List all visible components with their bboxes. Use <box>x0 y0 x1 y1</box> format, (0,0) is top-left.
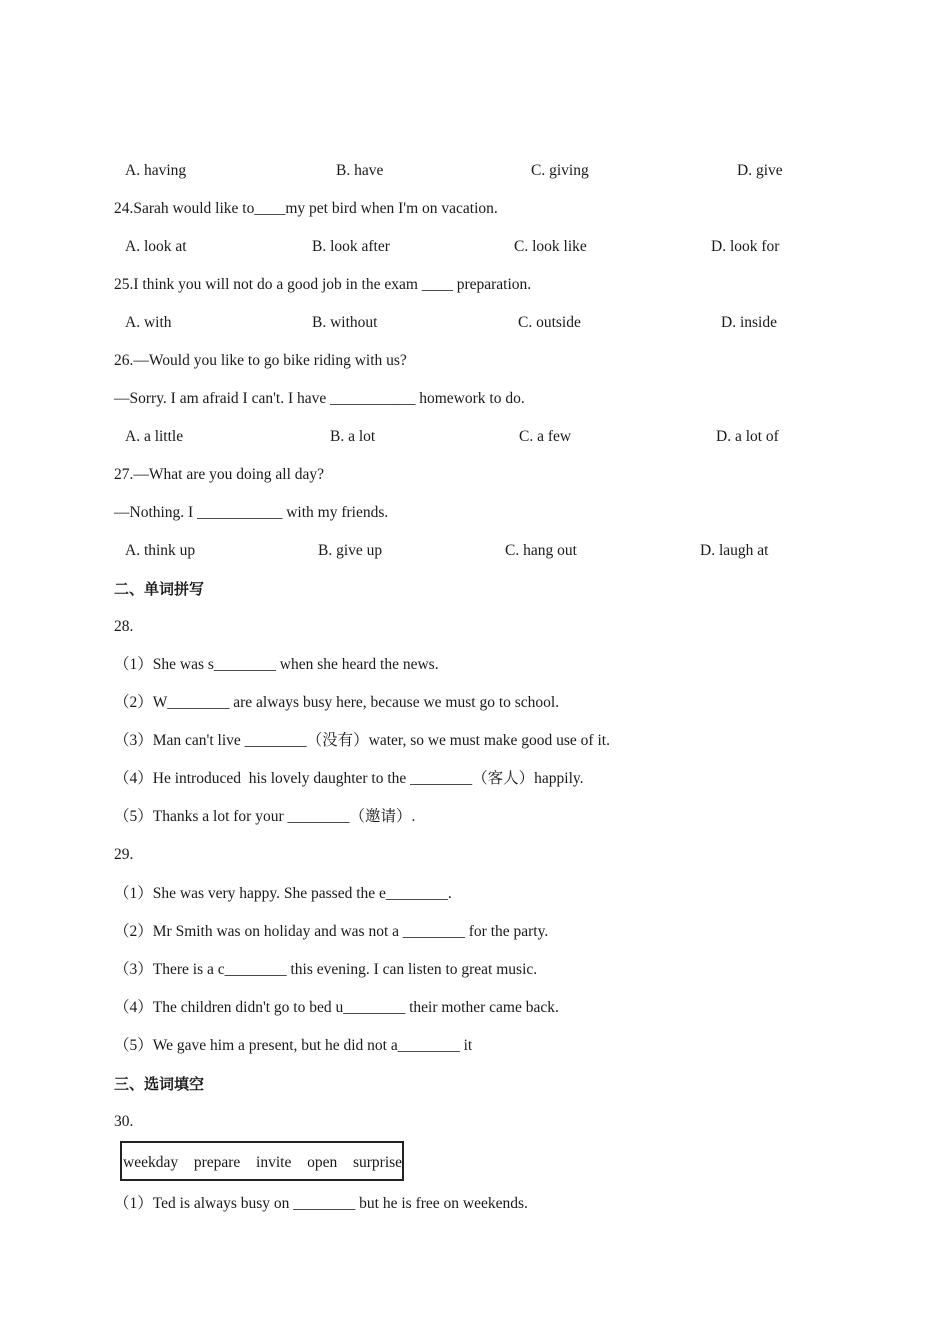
q27-option-c: C. hang out <box>505 542 577 559</box>
q27-option-b: B. give up <box>318 542 383 559</box>
q23-option-b: B. have <box>336 162 384 179</box>
q26-option-a: A. a little <box>125 428 184 445</box>
q26-reply: —Sorry. I am afraid I can't. I have ___________ homework to do. <box>114 390 525 407</box>
q25-stem: 25.I think you will not do a good job in the exam ____ preparation. <box>114 276 532 293</box>
q28-item-1: （1）She was s________ when she heard the news. <box>114 656 439 673</box>
q28-item-2: （2）W________ are always busy here, because we must go to school. <box>114 694 560 711</box>
q23-option-d: D. give <box>737 162 783 179</box>
q30-word-box <box>120 1141 404 1181</box>
section-2-heading: 二、单词拼写 <box>114 580 205 598</box>
q28-item-5: （5）Thanks a lot for your ________（邀请）. <box>114 808 416 825</box>
q29-item-1: （1）She was very happy. She passed the e________. <box>114 885 452 902</box>
q26-option-c: C. a few <box>519 428 572 445</box>
q28-number: 28. <box>114 618 134 635</box>
section-3-heading: 三、选词填空 <box>114 1075 205 1093</box>
q29-item-4: （4）The children didn't go to bed u________ their mother came back. <box>114 999 559 1016</box>
q30-item-1: （1）Ted is always busy on ________ but he is free on weekends. <box>114 1195 528 1212</box>
q23-option-a: A. having <box>125 162 187 179</box>
q25-option-a: A. with <box>125 314 172 331</box>
q24-option-a: A. look at <box>125 238 187 255</box>
q25-option-d: D. inside <box>721 314 777 331</box>
q23-option-c: C. giving <box>531 162 589 179</box>
q29-number: 29. <box>114 846 134 863</box>
q24-option-d: D. look for <box>711 238 780 255</box>
q26-option-b: B. a lot <box>330 428 376 445</box>
q30-number: 30. <box>114 1113 134 1130</box>
q25-option-b: B. without <box>312 314 378 331</box>
q26-option-d: D. a lot of <box>716 428 779 445</box>
q26-stem: 26.—Would you like to go bike riding with us? <box>114 352 407 369</box>
q24-option-c: C. look like <box>514 238 587 255</box>
q27-option-d: D. laugh at <box>700 542 769 559</box>
q27-option-a: A. think up <box>125 542 196 559</box>
q30-word-list: weekday prepare invite open surprise <box>123 1154 403 1171</box>
q28-item-3: （3）Man can't live ________（没有）water, so we must make good use of it. <box>114 732 610 749</box>
q29-item-3: （3）There is a c________ this evening. I can listen to great music. <box>114 961 538 978</box>
q24-stem: 24.Sarah would like to____my pet bird when I'm on vacation. <box>114 200 498 217</box>
q27-stem: 27.—What are you doing all day? <box>114 466 325 483</box>
q24-option-b: B. look after <box>312 238 390 255</box>
q29-item-2: （2）Mr Smith was on holiday and was not a ________ for the party. <box>114 923 549 940</box>
q29-item-5: （5）We gave him a present, but he did not a________ it <box>114 1037 473 1054</box>
q28-item-4: （4）He introduced his lovely daughter to the ________（客人）happily. <box>114 770 584 787</box>
q27-reply: —Nothing. I ___________ with my friends. <box>114 504 389 521</box>
q25-option-c: C. outside <box>518 314 581 331</box>
